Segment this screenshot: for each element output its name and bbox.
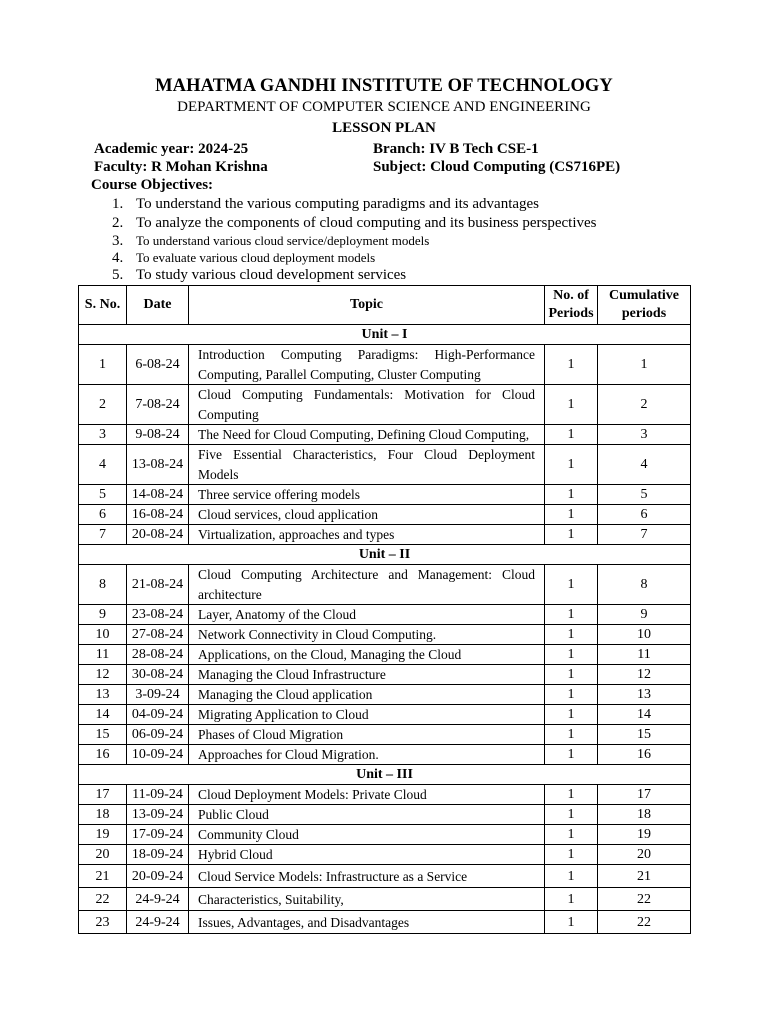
cell-topic: Public Cloud bbox=[189, 805, 545, 825]
cell-sno: 8 bbox=[79, 565, 127, 605]
cell-topic: Introduction Computing Paradigms: High-Performance Computing, Parallel Computing, Cluster Computing bbox=[189, 345, 545, 385]
cell-periods: 1 bbox=[545, 625, 598, 645]
cell-topic: Managing the Cloud Infrastructure bbox=[189, 665, 545, 685]
document-title: LESSON PLAN bbox=[332, 120, 436, 136]
course-objectives-heading: Course Objectives: bbox=[91, 177, 214, 193]
unit-heading: Unit – I bbox=[79, 325, 691, 345]
cell-periods: 1 bbox=[545, 505, 598, 525]
cell-date: 20-08-24 bbox=[127, 525, 189, 545]
cell-topic: Cloud services, cloud application bbox=[189, 505, 545, 525]
header-cumulative: Cumulative periods bbox=[598, 286, 691, 325]
table-header-row bbox=[79, 286, 691, 325]
cell-sno: 6 bbox=[79, 505, 127, 525]
objective-item: 4. To evaluate various cloud deployment models bbox=[112, 250, 376, 266]
cell-cumulative: 8 bbox=[598, 565, 691, 605]
cell-topic: Applications, on the Cloud, Managing the Cloud bbox=[189, 645, 545, 665]
cell-cumulative: 11 bbox=[598, 645, 691, 665]
cell-date: 17-09-24 bbox=[127, 825, 189, 845]
cell-sno: 13 bbox=[79, 685, 127, 705]
cell-periods: 1 bbox=[545, 645, 598, 665]
cell-cumulative: 7 bbox=[598, 525, 691, 545]
table-row bbox=[79, 645, 691, 665]
cell-date: 21-08-24 bbox=[127, 565, 189, 605]
cell-date: 13-08-24 bbox=[127, 445, 189, 485]
table-row bbox=[79, 805, 691, 825]
table-row bbox=[79, 845, 691, 865]
cell-sno: 16 bbox=[79, 745, 127, 765]
cell-cumulative: 19 bbox=[598, 825, 691, 845]
table-row bbox=[79, 911, 691, 934]
cell-cumulative: 12 bbox=[598, 665, 691, 685]
branch: Branch: IV B Tech CSE-1 bbox=[373, 141, 539, 157]
cell-topic: The Need for Cloud Computing, Defining Cloud Computing, bbox=[189, 425, 545, 445]
cell-sno: 2 bbox=[79, 385, 127, 425]
cell-topic: Layer, Anatomy of the Cloud bbox=[189, 605, 545, 625]
cell-topic: Cloud Deployment Models: Private Cloud bbox=[189, 785, 545, 805]
cell-cumulative: 9 bbox=[598, 605, 691, 625]
cell-periods: 1 bbox=[545, 345, 598, 385]
cell-topic: Phases of Cloud Migration bbox=[189, 725, 545, 745]
header-topic: Topic bbox=[189, 286, 545, 325]
unit-heading: Unit – II bbox=[79, 545, 691, 565]
cell-date: 24-9-24 bbox=[127, 888, 189, 911]
objective-item: 5. To study various cloud development services bbox=[112, 267, 407, 283]
cell-topic: Approaches for Cloud Migration. bbox=[189, 745, 545, 765]
department-title: DEPARTMENT OF COMPUTER SCIENCE AND ENGINEERING bbox=[177, 99, 591, 115]
cell-sno: 5 bbox=[79, 485, 127, 505]
table-row bbox=[79, 505, 691, 525]
cell-sno: 10 bbox=[79, 625, 127, 645]
cell-cumulative: 14 bbox=[598, 705, 691, 725]
cell-date: 04-09-24 bbox=[127, 705, 189, 725]
cell-date: 30-08-24 bbox=[127, 665, 189, 685]
table-row bbox=[79, 785, 691, 805]
cell-sno: 3 bbox=[79, 425, 127, 445]
cell-topic: Migrating Application to Cloud bbox=[189, 705, 545, 725]
cell-sno: 4 bbox=[79, 445, 127, 485]
cell-periods: 1 bbox=[545, 485, 598, 505]
cell-date: 28-08-24 bbox=[127, 645, 189, 665]
table-row bbox=[79, 485, 691, 505]
cell-sno: 15 bbox=[79, 725, 127, 745]
institute-title: MAHATMA GANDHI INSTITUTE OF TECHNOLOGY bbox=[155, 76, 613, 96]
cell-date: 20-09-24 bbox=[127, 865, 189, 888]
cell-periods: 1 bbox=[545, 845, 598, 865]
table-row bbox=[79, 565, 691, 605]
cell-periods: 1 bbox=[545, 705, 598, 725]
cell-topic: Virtualization, approaches and types bbox=[189, 525, 545, 545]
cell-periods: 1 bbox=[545, 605, 598, 625]
cell-topic: Network Connectivity in Cloud Computing. bbox=[189, 625, 545, 645]
cell-sno: 21 bbox=[79, 865, 127, 888]
cell-cumulative: 17 bbox=[598, 785, 691, 805]
table-row bbox=[79, 665, 691, 685]
cell-periods: 1 bbox=[545, 385, 598, 425]
table-row bbox=[79, 888, 691, 911]
cell-sno: 12 bbox=[79, 665, 127, 685]
objective-item: 1. To understand the various computing paradigms and its advantages bbox=[112, 196, 540, 212]
cell-date: 18-09-24 bbox=[127, 845, 189, 865]
table-row bbox=[79, 605, 691, 625]
cell-cumulative: 2 bbox=[598, 385, 691, 425]
cell-sno: 9 bbox=[79, 605, 127, 625]
cell-cumulative: 21 bbox=[598, 865, 691, 888]
cell-date: 24-9-24 bbox=[127, 911, 189, 934]
cell-topic: Cloud Computing Fundamentals: Motivation for Cloud Computing bbox=[189, 385, 545, 425]
cell-cumulative: 22 bbox=[598, 911, 691, 934]
cell-topic: Five Essential Characteristics, Four Cloud Deployment Models bbox=[189, 445, 545, 485]
unit-heading-row bbox=[79, 325, 691, 345]
table-row bbox=[79, 865, 691, 888]
cell-cumulative: 3 bbox=[598, 425, 691, 445]
cell-sno: 20 bbox=[79, 845, 127, 865]
cell-periods: 1 bbox=[545, 785, 598, 805]
cell-topic: Community Cloud bbox=[189, 825, 545, 845]
cell-sno: 19 bbox=[79, 825, 127, 845]
cell-cumulative: 10 bbox=[598, 625, 691, 645]
table-body bbox=[79, 325, 691, 934]
table-row bbox=[79, 525, 691, 545]
cell-date: 9-08-24 bbox=[127, 425, 189, 445]
cell-topic: Hybrid Cloud bbox=[189, 845, 545, 865]
cell-sno: 14 bbox=[79, 705, 127, 725]
table-row bbox=[79, 725, 691, 745]
cell-periods: 1 bbox=[545, 888, 598, 911]
cell-cumulative: 18 bbox=[598, 805, 691, 825]
cell-periods: 1 bbox=[545, 865, 598, 888]
cell-cumulative: 16 bbox=[598, 745, 691, 765]
cell-cumulative: 13 bbox=[598, 685, 691, 705]
cell-sno: 17 bbox=[79, 785, 127, 805]
cell-sno: 23 bbox=[79, 911, 127, 934]
cell-date: 13-09-24 bbox=[127, 805, 189, 825]
subject: Subject: Cloud Computing (CS716PE) bbox=[373, 159, 621, 175]
cell-topic: Cloud Service Models: Infrastructure as a Service bbox=[189, 865, 545, 888]
objective-item: 3. To understand various cloud service/deployment models bbox=[112, 233, 430, 249]
cell-date: 16-08-24 bbox=[127, 505, 189, 525]
cell-date: 06-09-24 bbox=[127, 725, 189, 745]
cell-sno: 1 bbox=[79, 345, 127, 385]
cell-topic: Characteristics, Suitability, bbox=[189, 888, 545, 911]
cell-date: 14-08-24 bbox=[127, 485, 189, 505]
table-row bbox=[79, 425, 691, 445]
cell-periods: 1 bbox=[545, 685, 598, 705]
cell-sno: 11 bbox=[79, 645, 127, 665]
table-row bbox=[79, 345, 691, 385]
cell-date: 6-08-24 bbox=[127, 345, 189, 385]
unit-heading: Unit – III bbox=[79, 765, 691, 785]
cell-topic: Cloud Computing Architecture and Management: Cloud architecture bbox=[189, 565, 545, 605]
cell-periods: 1 bbox=[545, 725, 598, 745]
cell-periods: 1 bbox=[545, 565, 598, 605]
cell-sno: 7 bbox=[79, 525, 127, 545]
cell-cumulative: 20 bbox=[598, 845, 691, 865]
cell-topic: Issues, Advantages, and Disadvantages bbox=[189, 911, 545, 934]
cell-cumulative: 5 bbox=[598, 485, 691, 505]
cell-topic: Managing the Cloud application bbox=[189, 685, 545, 705]
unit-heading-row bbox=[79, 765, 691, 785]
cell-date: 7-08-24 bbox=[127, 385, 189, 425]
cell-cumulative: 22 bbox=[598, 888, 691, 911]
table-row bbox=[79, 825, 691, 845]
table-row bbox=[79, 625, 691, 645]
cell-date: 10-09-24 bbox=[127, 745, 189, 765]
cell-periods: 1 bbox=[545, 825, 598, 845]
cell-date: 3-09-24 bbox=[127, 685, 189, 705]
table-row bbox=[79, 445, 691, 485]
cell-periods: 1 bbox=[545, 445, 598, 485]
cell-date: 11-09-24 bbox=[127, 785, 189, 805]
table-row bbox=[79, 705, 691, 725]
cell-sno: 18 bbox=[79, 805, 127, 825]
lesson-plan-table bbox=[78, 285, 691, 934]
header-date: Date bbox=[127, 286, 189, 325]
table-row bbox=[79, 745, 691, 765]
table-row bbox=[79, 385, 691, 425]
cell-periods: 1 bbox=[545, 911, 598, 934]
cell-date: 23-08-24 bbox=[127, 605, 189, 625]
cell-sno: 22 bbox=[79, 888, 127, 911]
cell-periods: 1 bbox=[545, 805, 598, 825]
academic-year: Academic year: 2024-25 bbox=[94, 141, 249, 157]
cell-cumulative: 1 bbox=[598, 345, 691, 385]
cell-periods: 1 bbox=[545, 745, 598, 765]
cell-cumulative: 4 bbox=[598, 445, 691, 485]
unit-heading-row bbox=[79, 545, 691, 565]
objective-item: 2. To analyze the components of cloud computing and its business perspectives bbox=[112, 215, 597, 231]
faculty: Faculty: R Mohan Krishna bbox=[94, 159, 268, 175]
table-row bbox=[79, 685, 691, 705]
cell-periods: 1 bbox=[545, 665, 598, 685]
cell-cumulative: 6 bbox=[598, 505, 691, 525]
header-sno: S. No. bbox=[79, 286, 127, 325]
cell-cumulative: 15 bbox=[598, 725, 691, 745]
cell-date: 27-08-24 bbox=[127, 625, 189, 645]
cell-periods: 1 bbox=[545, 525, 598, 545]
cell-periods: 1 bbox=[545, 425, 598, 445]
cell-topic: Three service offering models bbox=[189, 485, 545, 505]
header-periods: No. of Periods bbox=[545, 286, 598, 325]
